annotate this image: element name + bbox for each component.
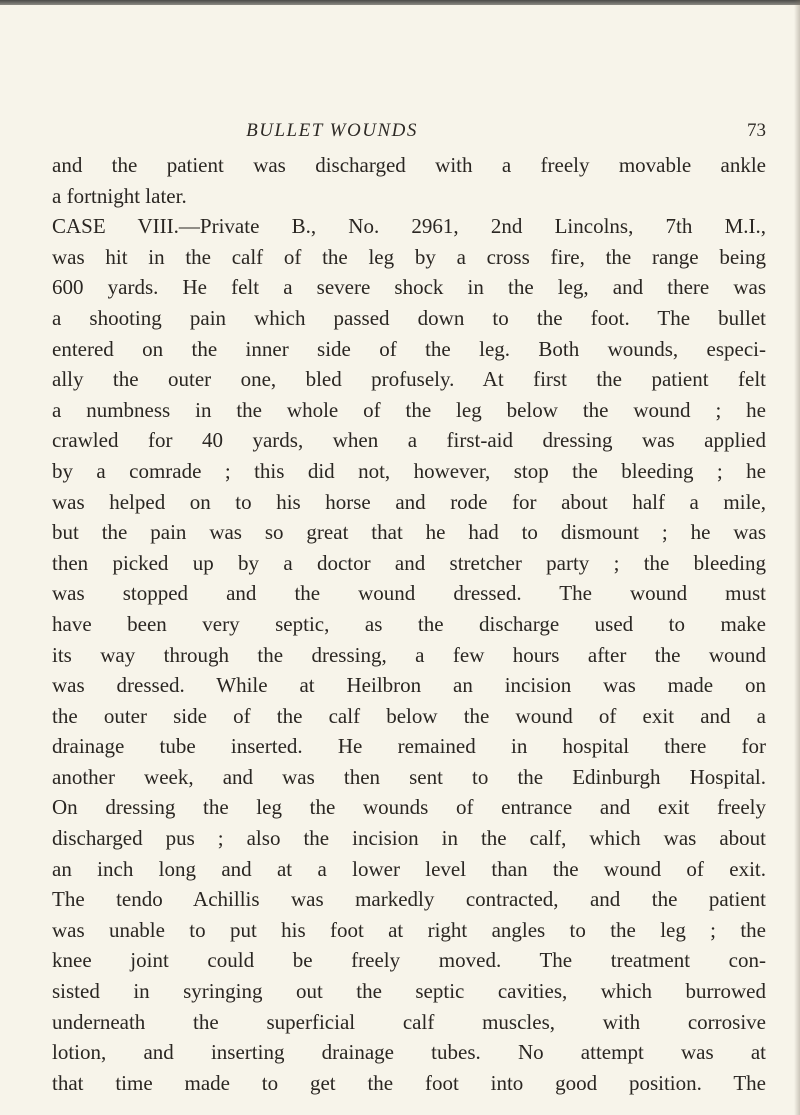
text-line: a shooting pain which passed down to the foot. The bullet: [52, 305, 766, 330]
text-line: an inch long and at a lower level than the wound of exit.: [52, 856, 766, 881]
text-line: a fortnight later.: [52, 183, 187, 208]
running-head: [52, 118, 766, 148]
text-line: another week, and was then sent to the Edinburgh Hospital.: [52, 764, 766, 789]
text-line: drainage tube inserted. He remained in hospital there for: [52, 734, 766, 759]
text-line: then picked up by a doctor and stretcher party ; the bleeding: [52, 550, 766, 575]
text-line: ally the outer one, bled profusely. At first the patient felt: [52, 367, 766, 392]
text-line: lotion, and inserting drainage tubes. No attempt was at: [52, 1040, 766, 1065]
text-line: was unable to put his foot at right angles to the leg ; the: [52, 917, 766, 942]
text-line: the outer side of the calf below the wound of exit and a: [52, 703, 766, 728]
page-top-edge: [0, 0, 800, 5]
text-line: that time made to get the foot into good position. The: [52, 1070, 766, 1095]
text-line: sisted in syringing out the septic cavities, which burrowed: [52, 979, 766, 1004]
text-line: discharged pus ; also the incision in the calf, which was about: [52, 826, 766, 851]
running-title: BULLET WOUNDS: [246, 120, 418, 141]
page-right-edge: [794, 0, 800, 1115]
text-line: but the pain was so great that he had to dismount ; he was: [52, 520, 766, 545]
text-line: have been very septic, as the discharge used to make: [52, 611, 766, 636]
text-line: and the patient was discharged with a freely movable ankle: [52, 153, 766, 177]
text-line: its way through the dressing, a few hours after the wound: [52, 642, 766, 667]
text-line: CASE VIII.—Private B., No. 2961, 2nd Lincolns, 7th M.I.,: [52, 214, 766, 239]
text-line: by a comrade ; this did not, however, stop the bleeding ; he: [52, 458, 766, 483]
page-number: 73: [747, 120, 766, 141]
text-line: was dressed. While at Heilbron an incision was made on: [52, 673, 766, 698]
text-line: was hit in the calf of the leg by a cross fire, the range being: [52, 244, 766, 269]
text-line: was stopped and the wound dressed. The wound must: [52, 581, 766, 606]
text-line: knee joint could be freely moved. The treatment con-: [52, 948, 766, 973]
text-line: crawled for 40 yards, when a first-aid dressing was applied: [52, 428, 766, 453]
text-line: On dressing the leg the wounds of entrance and exit freely: [52, 795, 766, 820]
body-text: [52, 150, 766, 1098]
text-line: 600 yards. He felt a severe shock in the leg, and there was: [52, 275, 766, 300]
text-line: entered on the inner side of the leg. Both wounds, especi-: [52, 336, 766, 361]
text-line: The tendo Achillis was markedly contracted, and the patient: [52, 887, 766, 912]
text-line: a numbness in the whole of the leg below the wound ; he: [52, 397, 766, 422]
text-line: underneath the superficial calf muscles, with corrosive: [52, 1009, 766, 1034]
text-line: was helped on to his horse and rode for about half a mile,: [52, 489, 766, 514]
